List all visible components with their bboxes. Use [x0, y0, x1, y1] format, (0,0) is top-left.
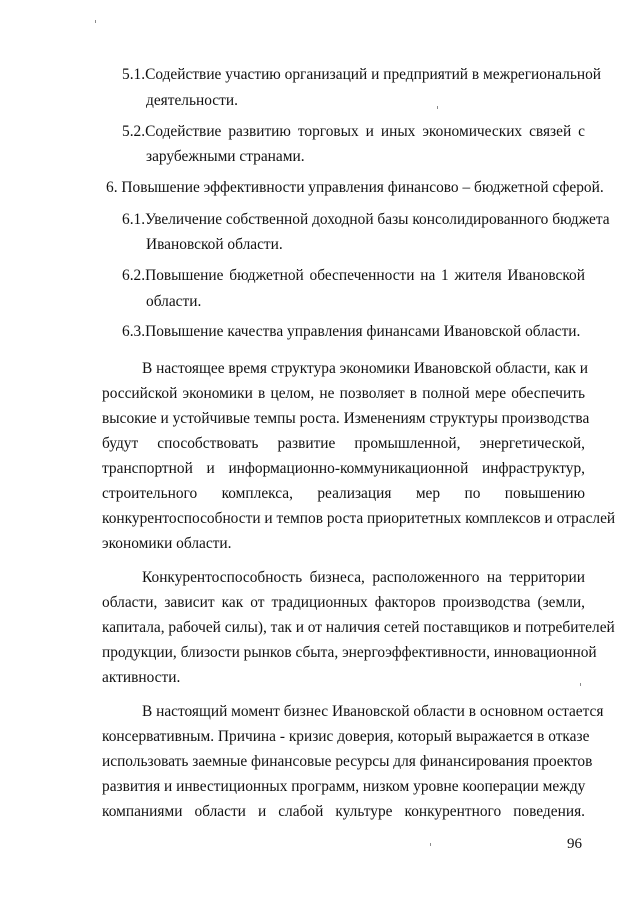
list-item-6: 6. Повышение эффективности управления финансово – бюджетной сферой.	[106, 179, 604, 196]
paragraph-2-line: Конкурентоспособность бизнеса, расположенного на территории	[142, 569, 585, 586]
list-item-6-1-cont: Ивановской области.	[146, 236, 283, 253]
list-item-5-2: 5.2.Содействие развитию торговых и иных экономических связей с	[122, 123, 585, 140]
paragraph-2-line: области, зависит как от традиционных факторов производства (земли,	[102, 594, 585, 611]
paragraph-1-line: высокие и устойчивые темпы роста. Изменениям структуры производства	[102, 410, 590, 427]
list-item-6-2: 6.2.Повышение бюджетной обеспеченности на 1 жителя Ивановской	[122, 267, 585, 284]
list-item-5-1-cont: деятельности.	[146, 92, 238, 109]
paragraph-1-line: транспортной и информационно-коммуникационной инфраструктур,	[102, 460, 585, 477]
list-item-5-2-cont: зарубежными странами.	[146, 148, 305, 165]
paragraph-2-line: активности.	[102, 669, 181, 686]
paragraph-3-line: В настоящий момент бизнес Ивановской области в основном остается	[142, 703, 604, 720]
paragraph-1-line: российской экономики в целом, не позволяет в полной мере обеспечить	[102, 385, 585, 402]
paragraph-2-line: продукции, близости рынков сбыта, энергоэффективности, инновационной	[102, 644, 597, 661]
scan-speck	[580, 683, 581, 686]
list-item-5-1: 5.1.Содействие участию организаций и предприятий в межрегиональной	[122, 66, 602, 83]
scan-speck	[430, 843, 431, 846]
paragraph-2-line: капитала, рабочей силы), так и от наличия сетей поставщиков и потребителей	[102, 619, 615, 636]
paragraph-3-line: консервативным. Причина - кризис доверия, который выражается в отказе	[102, 728, 590, 745]
list-item-6-1: 6.1.Увеличение собственной доходной базы консолидированного бюджета	[122, 211, 610, 228]
list-item-6-2-cont: области.	[146, 293, 202, 310]
paragraph-1-line: конкурентоспособности и темпов роста приоритетных комплексов и отраслей	[102, 510, 616, 527]
page-number: 96	[567, 836, 582, 852]
paragraph-1-line: строительного комплекса, реализация мер по повышению	[102, 485, 585, 502]
scan-speck	[437, 106, 438, 109]
paragraph-3-line: компаниями области и слабой культуре конкурентного поведения.	[102, 803, 585, 820]
scan-speck	[95, 20, 96, 23]
paragraph-3-line: использовать заемные финансовые ресурсы для финансирования проектов	[102, 753, 593, 770]
paragraph-3-line: развития и инвестиционных программ, низком уровне кооперации между	[102, 778, 586, 795]
paragraph-1-line: будут способствовать развитие промышленной, энергетической,	[102, 435, 585, 452]
paragraph-1-line: В настоящее время структура экономики Ивановской области, как и	[142, 360, 589, 377]
paragraph-1-line: экономики области.	[102, 535, 232, 552]
list-item-6-3: 6.3.Повышение качества управления финансами Ивановской области.	[122, 323, 581, 340]
